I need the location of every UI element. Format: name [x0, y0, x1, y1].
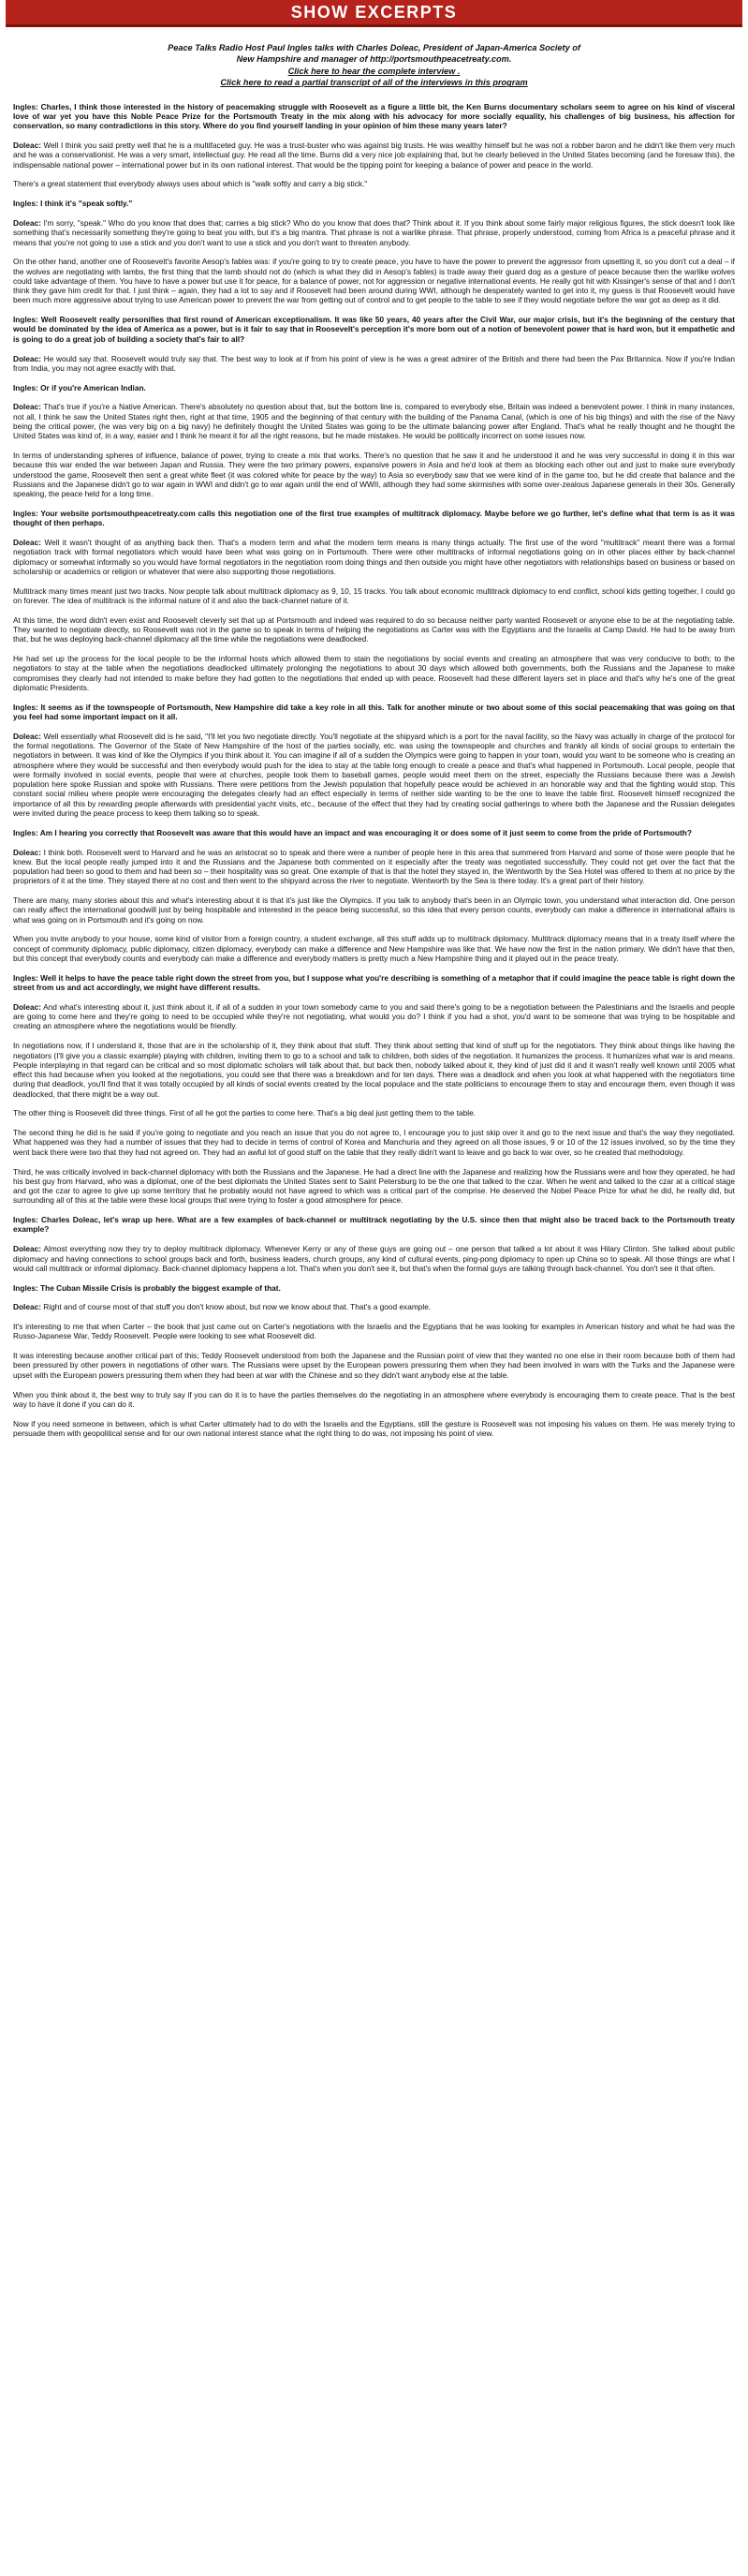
speaker-name: Ingles: [13, 1215, 38, 1225]
transcript-body [0, 93, 748, 1438]
paragraph-text: Your website portsmouthpeacetreaty.com calls this negotiation one of the first true examples of multitrack diplomacy. Maybe before we go further, let's define what that term is as it was thought of then perhaps. [13, 508, 735, 528]
intro-line-2: New Hampshire and manager of http://portsmouthpeacetreaty.com. [236, 54, 512, 65]
paragraph-text: Or if you're American Indian. [40, 382, 146, 392]
transcript-paragraph [13, 257, 735, 304]
speaker-name: Doleac: [13, 537, 41, 547]
paragraph-text: And what's interesting about it, just think about it, if all of a sudden in your town somebody came to you and said there's going to be a negotiation between the Palestinians and the Israelis and people are going to come here and they're going to need to be occupied while they're not negotiating, what would you do? I think if you had a shot, you'd want to be someone that was trying to be hospitable and creating an atmosphere where the negotiations would be friendly. [13, 1001, 735, 1031]
paragraph-text: Well it wasn't thought of as anything back then. That's a modern term and what the modern term means is many things actually. The first use of the word "multitrack" meant there was a formal negotiation track with formal negotiators which would have been what was going on in Portsmouth. There were other multitracks of informal negotiations going on in other places either by back-channel diplomacy or somewhat informally so you would have formal negotiators in the negotiation room doing things and then outside you might have other negotiators with relationships based on business or based on scholarship or academics or religion or whatever that were also supporting those negotiations. [13, 537, 736, 576]
intro-block [66, 42, 682, 89]
intro-line-1: Peace Talks Radio Host Paul Ingles talks with Charles Doleac, President of Japan-America Society of [168, 43, 580, 52]
speaker-name: Ingles: [13, 972, 38, 983]
speaker-name: Doleac: [13, 353, 41, 363]
paragraph-text: When you think about it, the best way to truly say if you can do it is to have the parties themselves do the negotiating in an atmosphere where everybody is encouraging them to create peace. That is the best way to have it done if you can do it. [13, 1389, 735, 1409]
transcript-question [13, 315, 735, 344]
paragraph-text: He had set up the process for the local people to be the informal hosts which allowed them to stain the negotiations by social events and creating an atmosphere that was very conducive to both; to the negotiators to stay at the table when the negotiations deadlocked ultimately prolonging the negotiations to about 30 days which allowed both governments, both the Russians and the Japanese to make compromises they clearly had not intended to make before they had gotten to the negotiations that ended up with peace. Roosevelt had these different layers set in place and that's why he's one of the great diplomatic Presidents. [13, 654, 735, 692]
transcript-paragraph [13, 402, 735, 440]
speaker-name: Doleac: [13, 1001, 41, 1012]
paragraph-text: It seems as if the townspeople of Portsmouth, New Hampshire did take a key role in all this. Talk for another minute or two about some of this social peacemaking that was going on that you feel had some important impact on it all. [13, 702, 735, 721]
paragraph-text: Well it helps to have the peace table right down the street from you, but I suppose what you're describing is something of a metaphor that if could imagine the peace table is right down the street from us and act accordingly, we might have different results. [13, 972, 735, 993]
transcript-paragraph [13, 1002, 735, 1031]
transcript-paragraph [13, 451, 735, 498]
paragraph-text: Right and of course most of that stuff you don't know about, but now we know about that. That's a good example. [43, 1302, 432, 1312]
transcript-paragraph [13, 1302, 735, 1311]
speaker-name: Ingles: [13, 199, 38, 209]
complete-interview-link[interactable]: Click here to hear the complete interview . [287, 66, 461, 76]
speaker-name: Doleac: [13, 141, 41, 151]
paragraph-text: Almost everything now they try to deploy multitrack diplomacy. Whenever Kerry or any of these guys are going out – one person that talked a lot about it was Hilary Clinton. She talked about public diplomacy and having connections to school groups back and forth, business leaders, church groups, any kind of cultural events, ping-pong diplomacy to open up China so to speak. All those things are what I would call multitrack or informal diplomacy. Back-channel diplomacy happens a lot. That's when you don't see it, but that's when the formal guys are talking through back-channel. You don't see it that often. [13, 1244, 735, 1273]
transcript-question [13, 973, 735, 993]
speaker-name: Ingles: [13, 382, 38, 392]
paragraph-text: In negotiations now, if I understand it, those that are in the scholarship of it, they think about that stuff. They think about setting that kind of stuff up for the negotiators. They think about things like having the negotiators (I'll give you a classic example) playing with children, inviting them to go to a school and talk to children, both sides of the negotiation. It humanizes the process. It humanizes what war is and means. People interplaying in that regard can be critical and so most diplomatic scholars will talk about that, but back then, nobody talked about it, they kind of just did it and it wasn't really well known until 2005 what effect this had because when you looked at the negotiations, you could see that there was a breakdown and for ten days. There was a deadlock and when you look at what happened with the negotiators time during that deadlock, you'll find that it was totally occupied by all kinds of social events created by the local populace and the state politicians to encourage them to stay and encourage them, even though it was deadlocked, that there might be a way out. [13, 1041, 735, 1099]
paragraph-text: Well Roosevelt really personifies that first round of American exceptionalism. It was like 50 years, 40 years after the Civil War, our major crisis, but it's the beginning of the century that would be dominated by the idea of America as a power, but is it fair to say that in Roosevelt's perception it's more born out of a notion of benevolent power that is hard won, but it empathetic and is going to do a great job of building a society that's fair to all? [13, 315, 735, 344]
paragraph-text: Multitrack many times meant just two tracks. Now people talk about multitrack diplomacy as 9, 10, 15 tracks. You talk about economic multitrack diplomacy to end conflict, school kids getting together, I could go on forever. The idea of multitrack is the informal nature of it and also the back-channel nature of it. [13, 585, 735, 605]
transcript-paragraph [13, 934, 735, 963]
paragraph-text: Charles, I think those interested in the history of peacemaking struggle with Roosevelt as a figure a little bit, the Ken Burns documentary scholars seem to agree on his kind of visceral love of war yet you have this Noble Peace Prize for the Portsmouth Treaty in the mix along with his advocacy for more socially equality, his challenges of big business, his affection for conservation, so many contradictions in this story. Where do you find yourself landing in your opinion of him these many years later? [13, 101, 735, 131]
paragraph-text: There's a great statement that everybody always uses about which is "walk softly and carry a big stick." [13, 179, 368, 189]
transcript-paragraph [13, 1244, 735, 1273]
transcript-question [13, 1215, 735, 1235]
speaker-name: Doleac: [13, 847, 41, 857]
paragraph-text: The second thing he did is he said if you're going to negotiate and you reach an issue that you do not agree to, I encourage you to just skip over it and go to the next issue and that's the way they negotiated. What happened was they had a number of issues that they had to decide in terms of control of Korea and Manchuria and they agreed on all those issues, 9 or 10 of the 12 issues involved, so by the time they went back there were two that they had not agreed on. They had an awful lot of good stuff on the table that they really didn't want to leave and go back to war over, so he created that methodology. [13, 1128, 735, 1157]
transcript-paragraph [13, 732, 735, 819]
page-title: SHOW EXCERPTS [290, 2, 458, 22]
paragraph-text: On the other hand, another one of Roosevelt's favorite Aesop's fables was: if you're going to try to create peace, you have to have the power to prevent the aggressor from upsetting it, so you don't cut a deal – if the wolves are negotiating with lambs, the first thing that the lamb should not do (which is what they did in Aesop's fables) is trade away their guard dog as a gesture of peace because then the warlike wolves could take advantage of them. You have to have a power but use it for peace, for a balance of power, not for aggression or negative international events. He really got hit with Kissinger's sense of that and I don't think they gave him credit for that. I just think – again, they had a lot to say and if Roosevelt had been around during WWI, although he desperately wanted to get into it, my guess is that Roosevelt would have been much more aggressive about trying to use American power to prevent the war from getting out of control and to get people to the table to see if they would negotiate before the war got as deep as it did. [13, 257, 735, 305]
paragraph-text: He would say that. Roosevelt would truly say that. The best way to look at if from his point of view is he was a great admirer of the British and there had been the Pax Britannica. Now if you're Indian from India, you may not agree exactly with that. [13, 353, 735, 373]
transcript-paragraph [13, 354, 735, 374]
paragraph-text: I think both. Roosevelt went to Harvard and he was an aristocrat so to speak and there were a number of people here in this area that summered from Harvard and some of those were people that he knew. But the local people really jumped into it and the Russians and the Japanese both commented on it especially after the treaty was negotiated successfully. They could not get over the fact that the population had been so good to them and had been so – their hospitality was so great. One example of that is that the hotel they stayed in, the Wentworth by the Sea Hotel was offered to them at no price by the proprietors of it at the time. They stayed there at no cost and then went to the shipyard across the river to negotiate. Wentworth by the Sea is there today. It's a great part of their history. [13, 847, 735, 886]
speaker-name: Ingles: [13, 315, 38, 325]
transcript-paragraph [13, 1108, 735, 1118]
transcript-question [13, 102, 735, 131]
transcript-paragraph [13, 1390, 735, 1410]
speaker-name: Ingles: [13, 827, 38, 837]
transcript-question [13, 509, 735, 528]
paragraph-text: I think it's "speak softly." [40, 199, 133, 209]
paragraph-text: The Cuban Missile Crisis is probably the biggest example of that. [40, 1282, 281, 1293]
speaker-name: Ingles: [13, 1282, 38, 1293]
transcript-paragraph [13, 615, 735, 644]
paragraph-text: In terms of understanding spheres of influence, balance of power, trying to create a mix that works. There's no question that he saw it and he understood it and he was very successful in doing it in this war because this war ended the war between Japan and Russia. They were the two primary powers, expansive powers in Asia and he'd look at them as blocking each other out and just to make sure everybody understood the game, Roosevelt then sent a great white fleet (it was colored white for peace by the way) to Asia so everybody saw that we were kind of in the game too, but he did create that balance and the Russians and the Japanese didn't go to war again in WWI and didn't go to war again until the end of WWII, although they had some skirmishes with some over-zealous Japanese generals in their 30s. Generally speaking, the peace held for a long time. [13, 451, 735, 499]
speaker-name: Ingles: [13, 702, 38, 712]
paragraph-text: Third, he was critically involved in back-channel diplomacy with both the Russians and the Japanese. He had a direct line with the Japanese and realizing how the Russians were and how they operated, he had his best guy from Harvard, who was a diplomat, one of the best diplomats the United States sent to Saint Petersburg to be the one that talked to the czar. When he went and talked to the czar at a critical stage and got the czar to agree to give up some territory that he probably would not have agreed to which was a critical part of the comprise. He deserved the Nobel Peace Prize for what he did, he really did, but surrounding all of this at the table were these local groups that were trying to foster a good atmosphere for peace. [13, 1166, 735, 1206]
speaker-name: Doleac: [13, 731, 41, 741]
transcript-paragraph [13, 896, 735, 925]
transcript-paragraph [13, 1322, 735, 1341]
paragraph-text: At this time, the word didn't even exist and Roosevelt cleverly set that up at Portsmouth and indeed was required to do so because neither party wanted Roosevelt or anyone else to be at the negotiating table. They wanted to negotiate directly, so Roosevelt was not in the game so to speak in terms of helping the negotiations as Carter was with the Egyptians and the Israelis at Camp David. He had to be away from that, but he was deploying back-channel diplomacy all the time while the negotiations were deadlocked. [13, 614, 735, 644]
paragraph-text: Charles Doleac, let's wrap up here. What are a few examples of back-channel or multitrack negotiating by the U.S. since then that might also be traced back to the Portsmouth treaty example? [13, 1215, 735, 1235]
transcript-paragraph [13, 218, 735, 247]
transcript-paragraph [13, 654, 735, 692]
transcript-question [13, 383, 735, 392]
paragraph-text: The other thing is Roosevelt did three things. First of all he got the parties to come here. That's a big deal just getting them to the table. [13, 1108, 476, 1118]
transcript-paragraph [13, 1041, 735, 1099]
transcript-paragraph [13, 848, 735, 886]
paragraph-text: When you invite anybody to your house, some kind of visitor from a foreign country, a student exchange, all this stuff adds up to multitrack diplomacy. Multitrack diplomacy means that in a treaty itself where the concept of community diplomacy, public diplomacy, citizen diplomacy, everybody can make a difference and New Hampshire was like that. We have now the first in the nation primary. We didn't have that then, but this concept that everybody counts and everybody can make a difference and everybody matters is pretty much a New Hampshire thing and it played out in the peace treaty. [13, 934, 735, 964]
paragraph-text: Well essentially what Roosevelt did is he said, "I'll let you two negotiate directly. You'll negotiate at the shipyard which is a port for the naval facility, so the Navy was actually in charge of the protocol for the formal negotiations. The Governor of the State of New Hampshire of the host of the parties socially, etc. was using the townspeople and churches and frankly all kinds of social groups to entertain the negotiators in between. It was kind of like the Olympics if you think about it. You can imagine if all of a sudden the Olympics were going to happen in your town, would you want to be someone who is creating an atmosphere where they would be successful and then everybody would push for the idea to stay at the table long enough to create a peace and that's what happened in Portsmouth. Local people, people that were formally involved in social events, people that were at churches, people took them to baseball games, people would meet them on the street, especially the Russians because there was a Jewish population here spoke Russian and spoke with Russians. There were petitions from the Jewish population that hopefully peace would be achieved in an honorable way and that the fighting would stop. This constant social milieu where people were encouraging the delegates clearly had an effect especially in terms of neither side wanting to be the one to leave the table first. Roosevelt himself recognized the importance of all this by rewarding people afterwards with presidential yacht visits, etc., because of the effect that they had by creating social gatherings to where both the Japanese and the Russian delegates were invited during the peace process to keep them talking so to speak. [13, 731, 735, 818]
transcript-question [13, 703, 735, 722]
transcript-paragraph [13, 1351, 735, 1380]
transcript-paragraph [13, 538, 735, 576]
transcript-paragraph [13, 586, 735, 606]
partial-transcript-link[interactable]: Click here to read a partial transcript of all of the interviews in this program [220, 78, 528, 88]
paragraph-text: It's interesting to me that when Carter – the book that just came out on Carter's negotiations with the Israelis and the Egyptians that he was looking for examples in American history and what he had was the Russo-Japanese War, Teddy Roosevelt. People were looking to see what Roosevelt did. [13, 1322, 735, 1341]
paragraph-text: It was interesting because another critical part of this; Teddy Roosevelt understood from both the Japanese and the Russian point of view that they wanted no one else in their room because both of them had been pressured by other powers in negotiations of other wars. The Russians were upset by the European powers pressuring them when they had been involved in wars with the Turks and the Japanese were upset with the European powers pressuring them when they had been at war with the Chinese and so they didn't want anybody else at the table. [13, 1351, 735, 1380]
speaker-name: Doleac: [13, 217, 41, 228]
speaker-name: Doleac: [13, 402, 41, 412]
transcript-paragraph [13, 1167, 735, 1206]
show-excerpts-banner [6, 0, 742, 27]
speaker-name: Doleac: [13, 1244, 41, 1254]
speaker-name: Doleac: [13, 1302, 41, 1312]
paragraph-text: Now if you need someone in between, which is what Carter ultimately had to do with the Israelis and the Egyptians, still the gesture is Roosevelt was not imposing his values on them. He was merely trying to persuade them with geopolitical sense and for our own national interest stance what the right thing to do was, not imposing his point of view. [13, 1418, 735, 1438]
transcript-paragraph [13, 141, 735, 170]
paragraph-text: That's true if you're a Native American. There's absolutely no question about that, but the bottom line is, compared to everybody else, Britain was indeed a benevolent power. I think in many instances, not all, I think he saw the United States right then, right at that time, 1905 and the beginning of that century with the building of the Panama Canal, (which is one of his big things) and with the rise of the Navy being the critical power, (he was very big on a big navy) he definitely thought the United States was going to be the ultimate balancing power after England. That's what he really thought and he thought the United States was kind of, in a way, easier and I think he meant it for all the right reasons, but he made mistakes. He would be politically incorrect on some issues now. [13, 402, 735, 441]
paragraph-text: Am I hearing you correctly that Roosevelt was aware that this would have an impact and was encouraging it or does some of it just seem to come from the pride of Portsmouth? [39, 827, 692, 837]
transcript-paragraph [13, 179, 735, 188]
paragraph-text: There are many, many stories about this and what's interesting about it is that it's just like the Olympics. If you talk to anybody that's been in an Olympic town, you understand what interaction did. One person can really affect the international goodwill just by being hospitable and interested in the peace being successful, so this idea that every person counts, everybody can make a difference in international affairs is what was going on in Portsmouth and it's going on now. [13, 896, 735, 925]
speaker-name: Ingles: [13, 508, 38, 518]
paragraph-text: I'm sorry, "speak." Who do you know that does that; carries a big stick? Who do you know that does that? Think about it. If you think about some fairly major religious figures, the stick doesn't look like something that's necessarily something they're going to beat you with, but it's a big mantra. That phrase is not a warlike phrase. That phrase, properly understood, coming from Africa is a peaceful phrase and it means that you're not going to use a stick and you don't want to use a stick and you don't want to threaten anybody. [13, 217, 735, 247]
transcript-question [13, 828, 735, 837]
transcript-question [13, 199, 735, 208]
transcript-paragraph [13, 1128, 735, 1157]
speaker-name: Ingles: [13, 101, 38, 111]
transcript-question [13, 1283, 735, 1293]
transcript-paragraph [13, 1419, 735, 1439]
paragraph-text: Well I think you said pretty well that he is a multifaceted guy. He was a trust-buster who was against big trusts. He was wealthy himself but he was not a robber baron and he didn't like them very much and he was a conservationist. He was a very smart, intellectual guy. He read all the time. Burns did a very nice job explaining that, but he clearly believed in the United States becoming (and he foresaw this), the indispensable national power – international power but in its own national interest. That would be the tipping point for keeping a balance of power and peace in the world. [13, 141, 736, 170]
